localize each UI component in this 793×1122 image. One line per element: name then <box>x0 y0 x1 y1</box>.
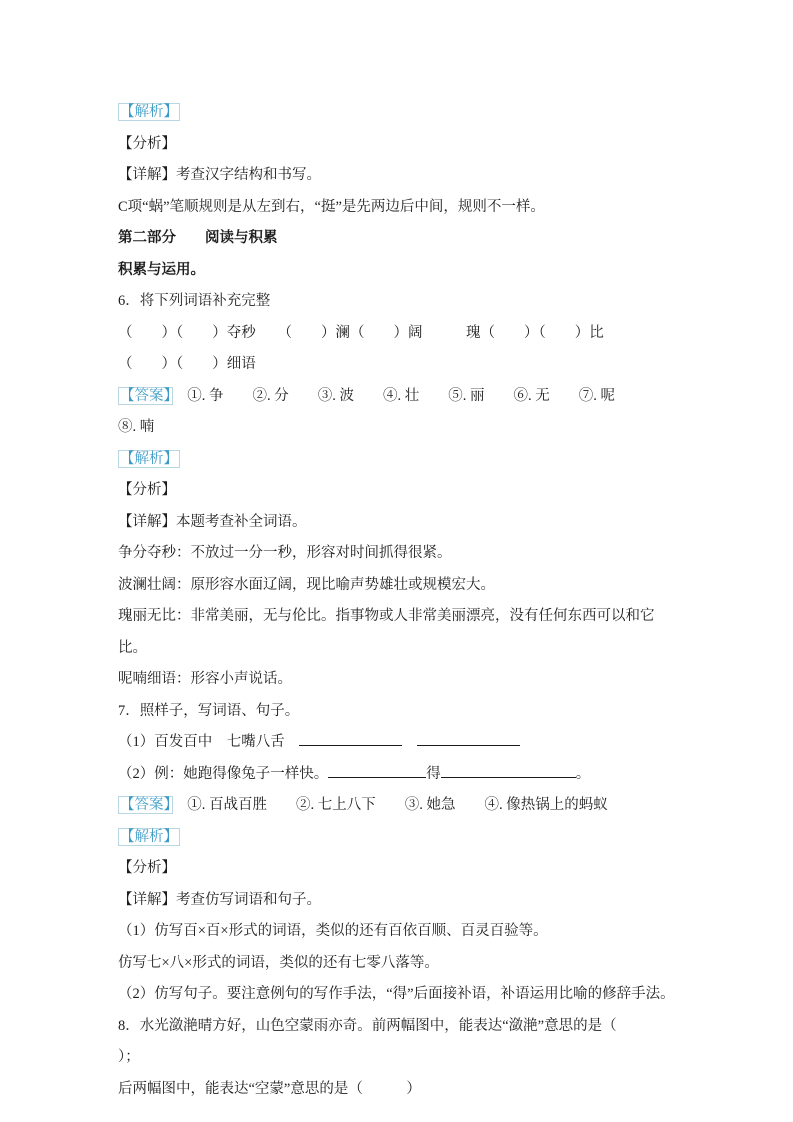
text-line <box>118 475 676 507</box>
text-run: 8．水光潋滟晴方好，山色空蒙雨亦奇。前两幅图中，能表达“潋滟”意思的是（ ）； <box>118 1017 661 1065</box>
document-content <box>118 97 676 1105</box>
text-line <box>118 885 676 917</box>
text-line <box>118 1074 676 1106</box>
text-run <box>402 734 417 750</box>
text-run: 【分析】 <box>118 135 176 152</box>
text-run: ⑧. 喃 <box>118 419 155 435</box>
text-run: （1）百发百中 七嘴八舌 <box>118 734 300 750</box>
text-line <box>118 129 676 161</box>
analysis-link[interactable]: 【解析】 <box>120 450 178 467</box>
blank-underline <box>417 732 520 746</box>
blank-underline <box>299 732 402 746</box>
text-run: 积累与运用。 <box>118 261 205 278</box>
text-line <box>118 507 676 539</box>
text-line <box>118 286 676 318</box>
text-run: 【详解】考查汉字结构和书写。 <box>118 167 321 183</box>
text-line <box>118 160 676 192</box>
answer-link[interactable]: 【答案】 <box>120 387 171 404</box>
text-line <box>118 255 676 287</box>
text-line <box>118 349 676 381</box>
text-run: 波澜壮阔：原形容水面辽阔，现比喻声势雄壮或规模宏大。 <box>118 576 495 593</box>
text-line <box>118 538 676 570</box>
text-run: （ ）（ ）细语 <box>118 356 256 372</box>
analysis-link[interactable]: 【解析】 <box>120 104 178 120</box>
text-run: （ ）（ ）夺秒 （ ）澜（ ）阔 瑰（ ）（ ）比 <box>118 324 604 341</box>
text-run: 。 <box>575 765 591 782</box>
text-line <box>118 759 676 791</box>
blank-underline <box>328 764 426 778</box>
text-line <box>118 381 676 413</box>
text-line <box>118 318 676 350</box>
text-line <box>118 853 676 885</box>
text-run: 第二部分 阅读与积累 <box>118 230 278 246</box>
text-run: 争分夺秒：不放过一分一秒，形容对时间抓得很紧。 <box>118 545 452 561</box>
text-run: 瑰丽无比：非常美丽，无与伦比。指事物或人非常美丽漂亮，没有任何东西可以和它比。 <box>118 608 655 656</box>
text-line <box>118 664 676 696</box>
text-line <box>118 97 676 129</box>
text-run: 【详解】本题考查补全词语。 <box>118 513 307 530</box>
text-run: ①. 百战百胜 ②. 七上八下 ③. 她急 ④. 像热锅上的蚂蚁 <box>172 797 608 813</box>
text-run: 【详解】考查仿写词语和句子。 <box>118 891 321 908</box>
text-line <box>118 727 676 759</box>
answer-link[interactable]: 【答案】 <box>120 797 171 813</box>
text-line <box>118 412 676 444</box>
text-line <box>118 948 676 980</box>
text-run: 得 <box>426 765 441 782</box>
text-run: 呢喃细语：形容小声说话。 <box>118 671 292 687</box>
text-run: C项“蜗”笔顺规则是从左到右，“挺”是先两边后中间，规则不一样。 <box>118 198 545 215</box>
text-line <box>118 1011 676 1074</box>
text-run: 【分析】 <box>118 482 176 498</box>
text-run: 7．照样子，写词语、句子。 <box>118 702 300 719</box>
text-line <box>118 916 676 948</box>
text-run: （2）例：她跑得像兔子一样快。 <box>118 765 329 782</box>
text-line <box>118 822 676 854</box>
text-run: 仿写七×八×形式的词语，类似的还有七零八落等。 <box>118 954 439 971</box>
text-run: 6．将下列词语补充完整 <box>118 293 271 309</box>
text-line <box>118 570 676 602</box>
blank-underline <box>441 764 576 778</box>
text-line <box>118 790 676 822</box>
analysis-link[interactable]: 【解析】 <box>120 828 178 845</box>
text-line <box>118 192 676 224</box>
text-run: （2）仿写句子。要注意例句的写作手法，“得”后面接补语，补语运用比喻的修辞手法。 <box>118 986 675 1002</box>
text-run: 后两幅图中，能表达“空蒙”意思的是（ ） <box>118 1080 421 1097</box>
text-line <box>118 601 676 664</box>
text-run: （1）仿写百×百×形式的词语，类似的还有百依百顺、百灵百验等。 <box>118 923 548 939</box>
text-line <box>118 223 676 255</box>
text-run: ①. 争 ②. 分 ③. 波 ④. 壮 ⑤. 丽 ⑥. 无 ⑦. 呢 <box>172 387 615 404</box>
text-line <box>118 696 676 728</box>
text-run: 【分析】 <box>118 860 176 876</box>
text-line <box>118 979 676 1011</box>
text-line <box>118 444 676 476</box>
